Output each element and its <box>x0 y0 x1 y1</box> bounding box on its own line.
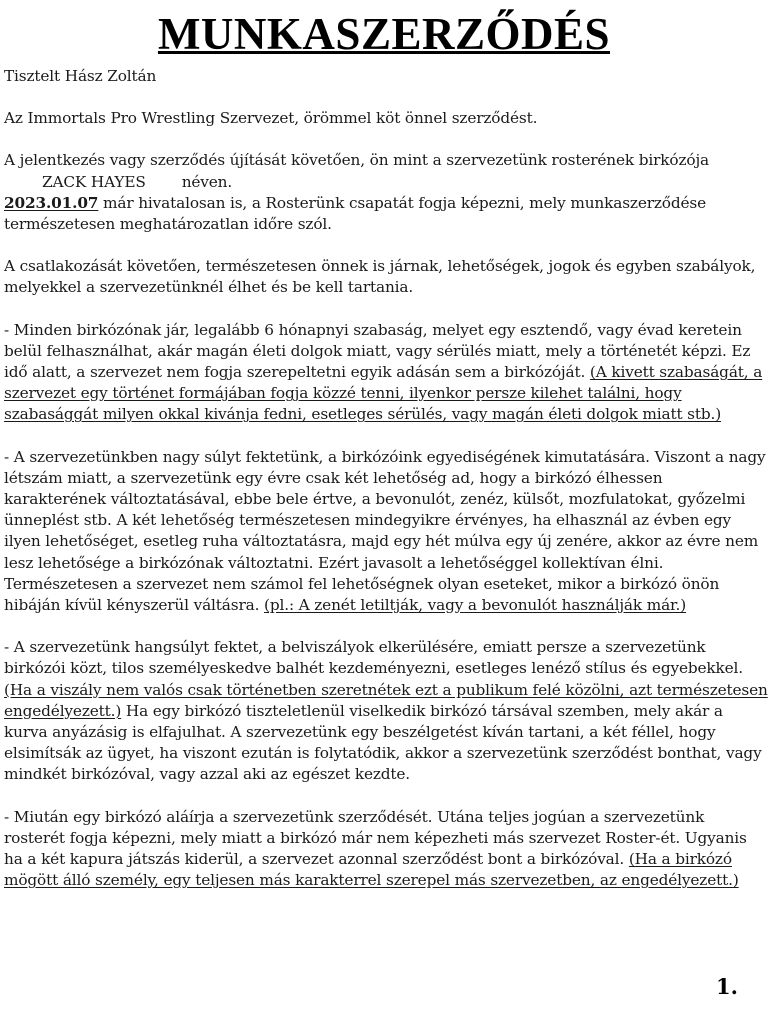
contract-date: 2023.01.07 <box>4 193 99 212</box>
rule-vacation-text: - Minden birkózónak jár, legalább 6 hónapnyi szabaság, melyet egy esztendő, vagy évad keretein belül felhasználhat, akár magán életi dolgok miatt, vagy sérülés miatt, mely a történetét képzi. Ez idő alatt, a szervezet nem fogja szerepeltetni egyik adásán sem a birkózóját. <box>4 320 751 382</box>
document-body <box>4 66 768 913</box>
rule-exclusivity-note: (Ha a birkózó mögött álló személy, egy teljesen más karakterrel szerepel más szervezetben, az engedélyezett.) <box>4 850 739 890</box>
rights-paragraph: A csatlakozását követően, természetesen önnek is járnak, lehetőségek, jogok és egyben szabályok, melyekkel a szervezetünknél élhet és be kell tartania. <box>4 257 756 297</box>
rule-exclusivity-text: - Miután egy birkózó aláírja a szervezetünk szerződését. Utána teljes jogúan a szervezetünk rosterét fogja képezni, mely miatt a birkózó már nem képezheti más szervezet Roster-ét. Ugyanis ha a két kapura játszás kiderül, a szervezet azonnal szerződést bont a birkózóval. <box>4 807 747 869</box>
rule-vacation-note: (A kivett szabaságát, a szervezet egy történet formájában fogja közzé tenni, ilyenkor persze kilehet találni, hogy szabasággát milyen okkal kivánja fedni, esetleges sérülés, vagy magán életi dolgok miatt stb.) <box>4 363 763 424</box>
salutation: Tisztelt Hász Zoltán <box>4 67 157 85</box>
wrestler-name: ZACK HAYES <box>42 172 146 191</box>
roster-paragraph <box>4 150 768 235</box>
name-suffix: néven. <box>181 172 233 191</box>
rule-conflicts-text: - A szervezetünk hangsúlyt fektet, a belviszályok elkerülésére, emiatt persze a szervezetünk birkózói közt, tilos személyeskedve balhét kezdeményezni, esetleges lenéző stílus és egyebekkel. <box>4 638 743 678</box>
rule-conflicts-note: (Ha a viszály nem valós csak történetben szeretnétek ezt a publikum felé közölni, azt természetesen engedélyezett.) <box>4 680 768 720</box>
roster-duration: már hivatalosan is, a Rosterünk csapatát fogja képezni, mely munkaszerződése természetesen meghatározatlan időre szól. <box>4 193 707 234</box>
rule-character-change <box>4 447 768 617</box>
intro-paragraph: Az Immortals Pro Wrestling Szervezet, örömmel köt önnel szerződést. <box>4 109 538 128</box>
rule-vacation <box>4 320 768 426</box>
document-title: MUNKASZERZŐDÉS <box>157 9 611 59</box>
rule-conflicts <box>4 637 768 785</box>
rule-character-text: - A szervezetünkben nagy súlyt fektetünk, a birkózóink egyediségének kimutatására. Viszont a nagy létszám miatt, a szervezetünk egy évre csak két lehetőség ad, hogy a birkózó élhessen karakterének változtatásával, ebbe bele értve, a bevonulót, zenéz, külsőt, mozfulatokat, győzelmi ünneplést stb. A két lehetőség természetesen mindegyikre érvényes, ha elhasznál az évben egy ilyen lehetőséget, esetleg ruha változtatásra, majd egy hét múlva egy új zenére, akkor az évre nem lesz lehetősége a birkózónak változtatni. Ezért javasolt a lehetőséggel kollektívan élni. Természetesen a szervezet nem számol fel lehetőségnek olyan eseteket, mikor a birkózó önön hibáján kívül kényszerül váltásra. <box>4 447 766 615</box>
roster-line: A jelentkezés vagy szerződés újítását követően, ön mint a szervezetünk rosterének birkózója <box>4 151 710 170</box>
rule-character-note: (pl.: A zenét letiltják, vagy a bevonulót használják már.) <box>264 596 687 615</box>
page-number: 1. <box>716 974 738 999</box>
rule-exclusivity <box>4 807 768 892</box>
rule-conflicts-text-after: Ha egy birkózó tiszteletlenül viselkedik birkózó társával szemben, mely akár a kurva anyázásig is elfajulhat. A szervezetünk egy beszélgetést kíván tartani, a két féllel, hogy elsimítsák az ügyet, ha viszont ezután is folytatódik, akkor a szervezetünk szerződést bonthat, vagy mindkét birkózóval, vagy azzal aki az egészet kezdte. <box>4 701 762 784</box>
